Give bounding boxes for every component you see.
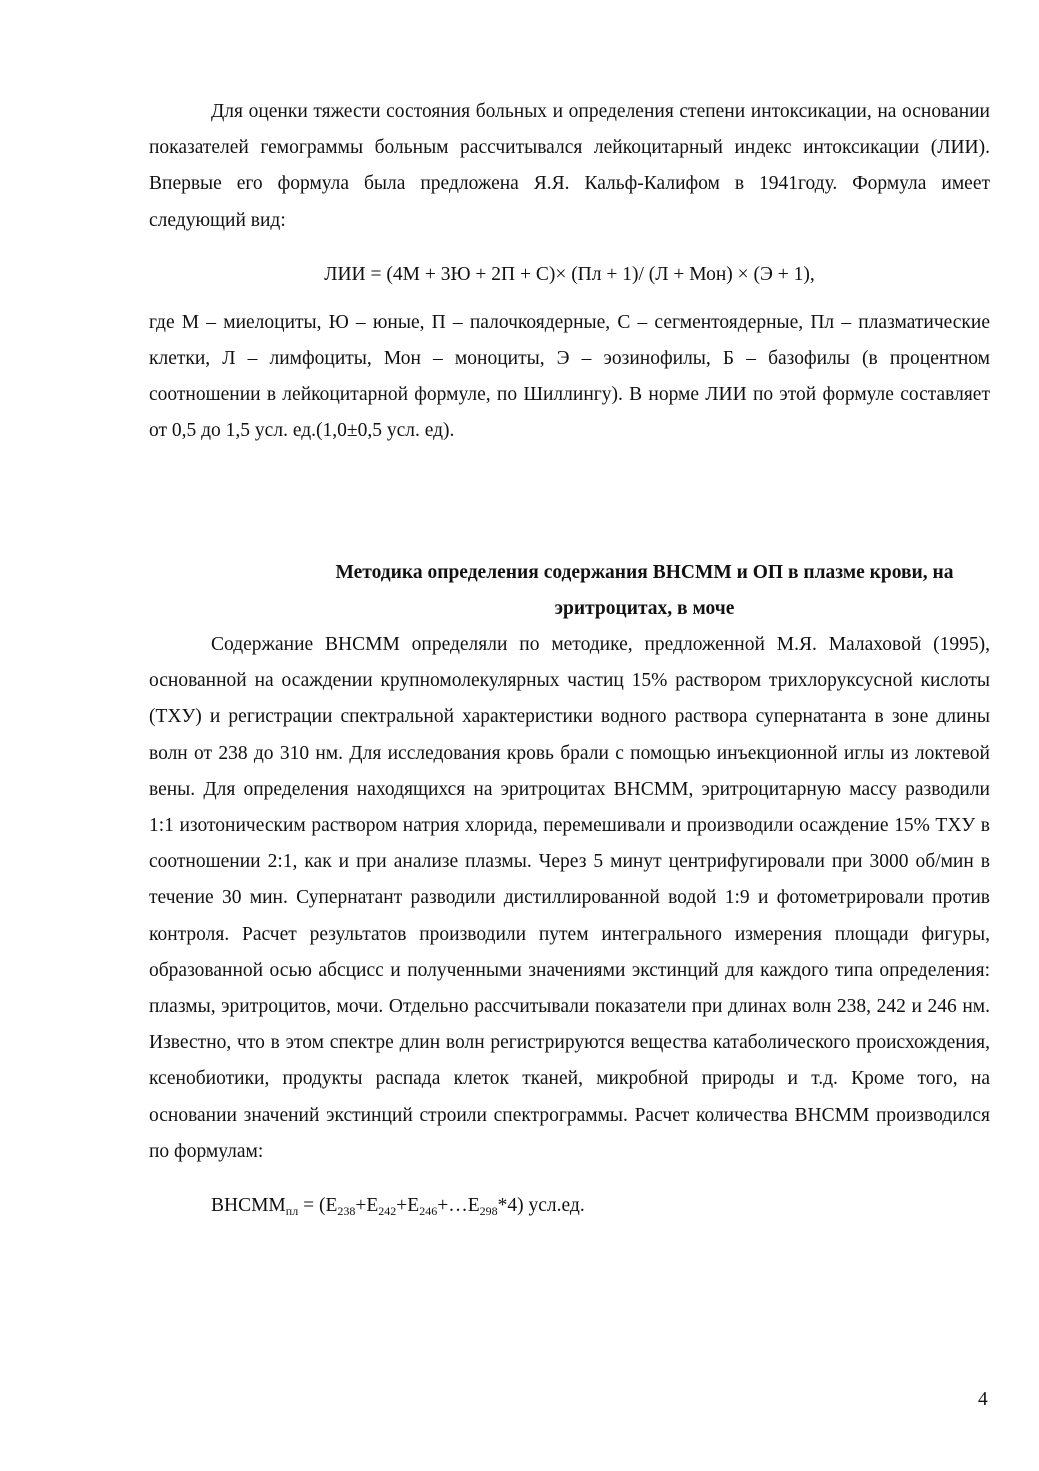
section-heading-line1: Методика определения содержания ВНСММ и ОП в плазме крови, на (335, 561, 954, 583)
formula-vnsmm-sub-242: 242 (378, 1204, 397, 1219)
formula-vnsmm-sub-238: 238 (337, 1204, 356, 1219)
paragraph-method: Содержание ВНСММ определяли по методике, предложенной М.Я. Малаховой (1995), основанной на осаждении крупномолекулярных частиц 15% раствором трихлоруксусной кислоты (ТХУ) и регистрации спектральной характеристики водного раствора супернатанта в зоне длины волн от 238 до 310 нм. Для исследования кровь брали с помощью инъекционной иглы из локтевой вены. Для определения находящихся на эритроцитах ВНСММ, эритроцитарную массу разводили 1:1 изотоническим раствором натрия хлорида, перемешивали и производили осаждение 15% ТХУ в соотношении 2:1, как и при анализе плазмы. Через 5 минут центрифугировали при 3000 об/мин в течение 30 мин. Супернатант разводили дистиллированной водой 1:9 и фотометрировали против контроля. Расчет результатов производили путем интегрального измерения площади фигуры, образованной осью абсцисс и полученными значениями экстинций для каждого типа определения: плазмы, эритроцитов, мочи. Отдельно рассчитывали показатели при длинах волн 238, 242 и 246 нм. Известно, что в этом спектре длин волн регистрируются вещества катаболического происхождения, ксенобиотики, продукты распада клеток тканей, микробной природы и т.д. Кроме того, на основании значений экстинций строили спектрограммы. Расчет количества ВНСММ производился по формулам: (149, 634, 990, 1162)
formula-vnsmm-plus-1: +E (355, 1195, 379, 1217)
paragraph-intro: Для оценки тяжести состояния больных и определения степени интоксикации, на основании показателей гемограммы больным рассчитывался лейкоцитарный индекс интоксикации (ЛИИ). Впервые его формула была предложена Я.Я. Кальф-Калифом в 1941году. Формула имеет следующий вид: (149, 101, 990, 231)
formula-vnsmm (149, 1188, 990, 1224)
formula-vnsmm-plus-3: +…E (437, 1195, 480, 1217)
page-number: 4 (978, 1389, 988, 1410)
section-heading-line2: эритроцитах, в моче (554, 597, 735, 619)
document-page (149, 94, 990, 1224)
formula-vnsmm-sub-246: 246 (419, 1204, 438, 1219)
formula-vnsmm-sub-298: 298 (479, 1204, 498, 1219)
formula-vnsmm-plus-2: +E (396, 1195, 420, 1217)
formula-lii: ЛИИ = (4М + 3Ю + 2П + С)× (Пл + 1)/ (Л + Мон) × (Э + 1), (324, 263, 815, 285)
formula-vnsmm-open: = (E (298, 1195, 338, 1217)
formula-vnsmm-lhs: ВНСММ (211, 1195, 286, 1217)
formula-vnsmm-tail: *4) усл.ед. (497, 1195, 585, 1217)
paragraph-legend: где М – миелоциты, Ю – юные, П – палочкоядерные, С – сегментоядерные, Пл – плазматические клетки, Л – лимфоциты, Мон – моноциты, Э – эозинофилы, Б – базофилы (в процентном соотношении в лейкоцитарной формуле, по Шиллингу). В норме ЛИИ по этой формуле составляет от 0,5 до 1,5 усл. ед.(1,0±0,5 усл. ед). (149, 311, 990, 442)
section-heading (149, 555, 990, 627)
formula-vnsmm-lhs-sub: пл (285, 1204, 299, 1219)
